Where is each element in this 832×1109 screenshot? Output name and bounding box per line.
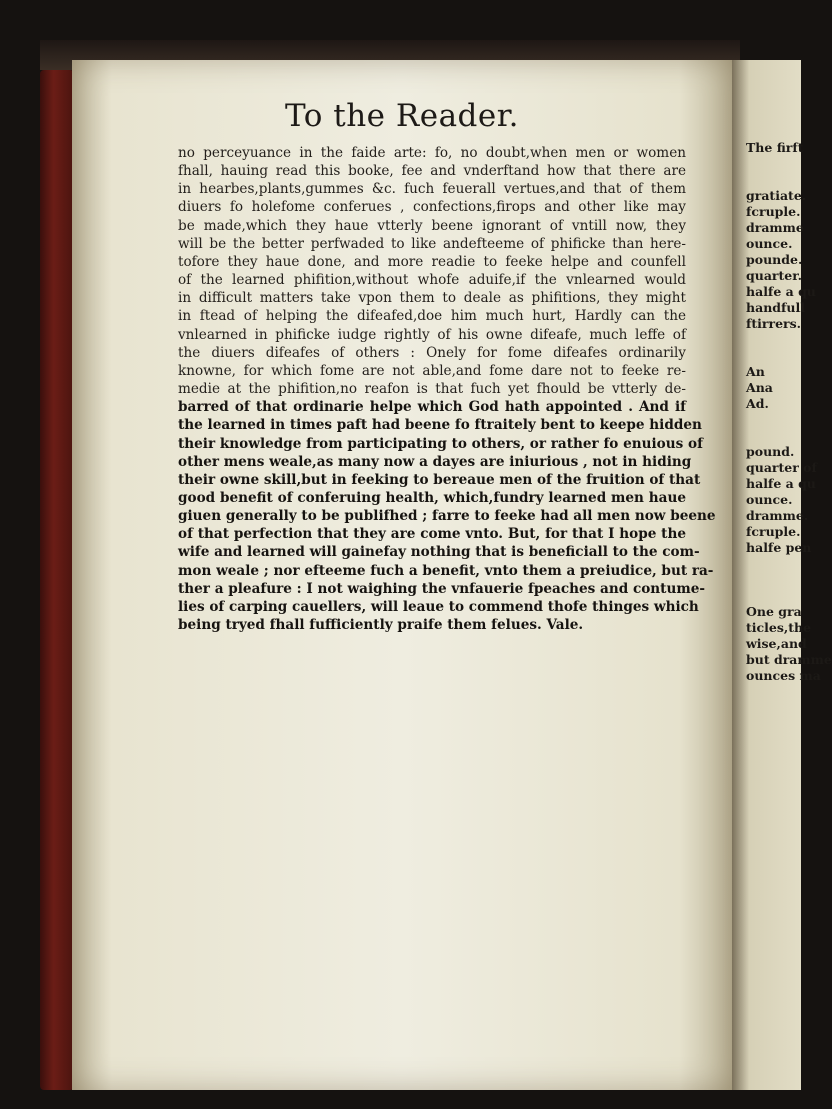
adjacent-page-word: Ad.: [746, 396, 769, 411]
text-line: of the learned phifition,without whofe aduife,if the vnlearned would: [178, 272, 686, 289]
text-line: giuen generally to be publifhed ; farre to feeke had all men now beene: [178, 508, 716, 525]
text-line: vnlearned in phificke iudge rightly of his owne difeafe, much leffe of: [178, 326, 686, 343]
body-text: [178, 144, 716, 634]
adjacent-page-word: ounces ma: [746, 668, 821, 683]
text-line: be made,which they haue vtterly beene ignorant of vntill now, they: [178, 217, 686, 234]
adjacent-page-word: The firft: [746, 140, 804, 155]
adjacent-page-word: [746, 556, 806, 572]
adjacent-page-word: but dramme: [746, 652, 832, 667]
text-line: ther a pleafure : I not waighing the vnfauerie fpeaches and contume-: [178, 580, 706, 597]
adjacent-page-word: quarter.: [746, 268, 803, 283]
adjacent-page-word: pounde.: [746, 252, 803, 267]
adjacent-page-word: Ana: [746, 380, 773, 395]
text-line: barred of that ordinarie helpe which God hath appointed . And if: [178, 399, 686, 416]
adjacent-page-word: [746, 332, 806, 348]
adjacent-page-word: [746, 412, 806, 428]
adjacent-page-word: [746, 156, 806, 172]
adjacent-page-word: One gra: [746, 604, 802, 619]
page-title: To the Reader.: [284, 98, 520, 134]
adjacent-page-word: gratiate.: [746, 188, 807, 203]
adjacent-page-word: wise,and: [746, 636, 807, 651]
adjacent-page-word: ounce.: [746, 236, 793, 251]
text-line: in difficult matters take vpon them to deale as phifitions, they might: [178, 290, 686, 307]
adjacent-page-word: ticles,the: [746, 620, 812, 635]
text-line: in hearbes,plants,gummes &c. fuch feuerall vertues,and that of them: [178, 181, 686, 198]
adjacent-page-word: ftirrers.: [746, 316, 801, 331]
adjacent-page-word: [746, 348, 806, 364]
text-line: in ftead of helping the difeafed,doe him much hurt, Hardly can the: [178, 308, 686, 325]
book-cover-left: [40, 70, 74, 1090]
text-line: medie at the phifition,no reafon is that fuch yet fhould be vtterly de-: [178, 381, 686, 398]
adjacent-page-word: halfe a qu: [746, 284, 816, 299]
text-line: knowne, for which fome are not able,and fome dare not to feeke re-: [178, 362, 686, 379]
adjacent-page-word: pound.: [746, 444, 795, 459]
text-line: fhall, hauing read this booke, fee and vnderftand how that there are: [178, 163, 686, 180]
text-line: the diuers difeafes of others : Onely for fome difeafes ordinarily: [178, 344, 686, 361]
text-line: wife and learned will gainefay nothing that is beneficiall to the com-: [178, 544, 700, 561]
text-line: good benefit of conferuing health, which,fundry learned men haue: [178, 489, 686, 506]
text-line: other mens weale,as many now a dayes are iniurious , not in hiding: [178, 453, 692, 470]
text-line: no perceyuance in the faide arte: fo, no doubt,when men or women: [178, 145, 686, 161]
text-line: diuers fo holefome conferues , confections,firops and other like may: [178, 199, 686, 216]
adjacent-page-word: quarter of: [746, 460, 817, 475]
adjacent-page-word: fcruple.: [746, 524, 801, 539]
adjacent-page-word: dramme: [746, 220, 804, 235]
adjacent-page-word: [746, 428, 806, 444]
adjacent-page-word: dramme.: [746, 508, 809, 523]
text-line: being tryed fhall fufficiently praife them felues. Vale.: [178, 617, 584, 634]
adjacent-page-word: halfe pen: [746, 540, 812, 555]
text-line: of that perfection that they are come vnto. But, for that I hope the: [178, 526, 686, 543]
text-line: lies of carping cauellers, will leaue to commend thofe thinges which: [178, 598, 699, 615]
text-line: will be the better perfwaded to like andefteeme of phificke than here-: [178, 235, 686, 252]
text-line: mon weale ; nor efteeme fuch a benefit, vnto them a preiudice, but ra-: [178, 562, 714, 579]
adjacent-page-word: [746, 572, 806, 588]
text-line: the learned in times paft had beene fo ftraitely bent to keepe hidden: [178, 417, 702, 434]
text-line: their knowledge from participating to others, or rather fo enuious of: [178, 435, 703, 452]
adjacent-page-word: fcruple.: [746, 204, 801, 219]
adjacent-page-word: ounce.: [746, 492, 793, 507]
page-right-edge: [732, 60, 832, 1090]
adjacent-page-text: [746, 140, 832, 684]
text-line: tofore they haue done, and more readie to feeke helpe and counfell: [178, 253, 686, 270]
adjacent-page-word: [746, 172, 806, 188]
adjacent-page-word: [746, 588, 806, 604]
adjacent-page-word: halfe a qu: [746, 476, 816, 491]
adjacent-page-word: handfull: [746, 300, 805, 315]
text-line: their owne skill,but in feeking to bereaue men of the fruition of that: [178, 471, 701, 488]
adjacent-page-word: An: [746, 364, 765, 379]
